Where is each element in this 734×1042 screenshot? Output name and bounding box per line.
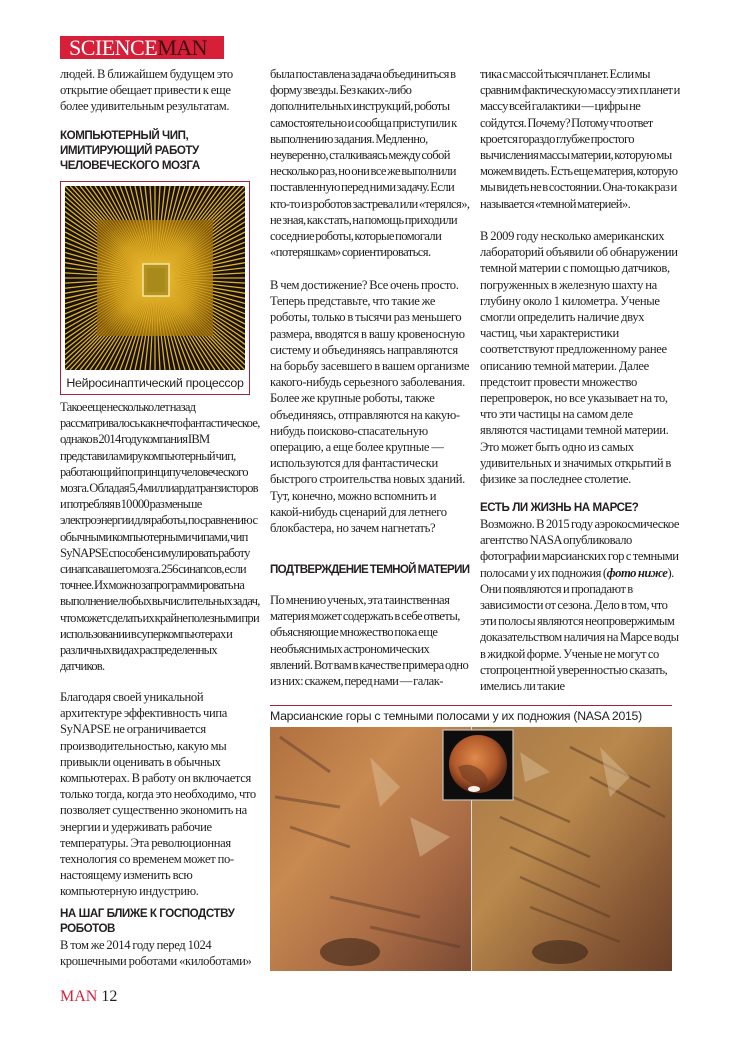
- figure-divider: [270, 705, 672, 706]
- page-footer: [60, 988, 117, 1006]
- heading-brain-chip: КОМПЬЮТЕРНЫЙ ЧИП, ИМИТИРУЮЩИЙ РАБОТУ ЧЕЛОВЕЧЕСКОГО МОЗГА: [60, 129, 200, 172]
- mars-mountains-image: [270, 727, 672, 971]
- detection-2009-paragraph: В 2009 году несколько американских лабораторий объявили об обнаружении темной материи с помощью датчиков, погруженных в железную шахту на глубину около 1 километра. Ученые смогли определить наличие двух частиц, чьи характеристики соответствуют предложенному ранее описанию темной материи. Далее предстоит провести множество перепроверок, но все указывает на то, что эти частицы на самом деле являются частицами темной материи. Это может быть одно из самых удивительных и значимых открытий в физике за последнее столетие.: [480, 229, 678, 487]
- footer-brand: MAN: [60, 988, 98, 1005]
- logo-man: MAN: [157, 35, 208, 60]
- galaxy-mass-paragraph: тика с массой тысяч планет. Если мы сравним фактическую массу этих планет и массу всей галактики — цифры не сойдутся. Почему? Потому что ответ кроется гораздо глубже простого вычисления массы материи, которую мы можем видеть. Есть еще материя, которую мы видеть не в состоянии. Она-то как раз и называется «темной материей».: [480, 67, 680, 211]
- mars-text-b: ). Они появляются и пропадают в зависимости от сезона. Дело в том, что эти полосы являются неопровержимым доказательством наличия на Марсе воды в жидкой форме. Ученые не могут со стопроцентной уверенностью сказать, имелись ли такие: [480, 565, 679, 694]
- dark-matter-paragraph: По мнению ученых, эта таинственная материя может содержать в себе ответы, объясняющие множество пока еще необъяснимых астрономических явлений. Вот вам в качестве примера одно из них: скажем, перед нами — галак-: [270, 593, 469, 689]
- chip-figure: [60, 181, 250, 395]
- heading-dark-matter: ПОДТВЕРЖДЕНИЕ ТЕМНОЙ МАТЕРИИ: [270, 563, 470, 576]
- chip-figure-caption: Нейросинаптический процессор: [66, 376, 244, 390]
- kilobots-paragraph: была поставлена задача объединиться в форму звезды. Без каких-либо дополнительных инструкций, роботы самостоятельно и сообща приступили к выполнению задания. Медленно, неуверенно, сталкиваясь между собой несколько раз, но они все же выполнили поставленную перед ними задачу. Если кто-то из роботов застревал или «терялся», не зная, как стать, на помощь приходили соседние роботы, которые помогали «потеряшкам» сориентироваться.: [270, 67, 470, 260]
- heading-robots: НА ШАГ БЛИЖЕ К ГОСПОДСТВУ РОБОТОВ: [60, 907, 235, 935]
- logo-science: SCIENCE: [69, 35, 158, 60]
- synapse-paragraph: Благодаря своей уникальной архитектуре эффективность чипа SyNAPSE не ограничивается производительностью, какую мы привыкли оценивать в обычных компьютерах. В работу он включается только тогда, когда это необходимо, что позволяет существенно экономить на энергии и удерживать рабочие температуры. Эта революционная технология со временем может по-настоящему изменить всю компьютерную индустрию.: [60, 690, 256, 899]
- robots-paragraph-start: В том же 2014 году перед 1024 крошечными роботами «килоботами»: [60, 938, 252, 969]
- magazine-logo: [60, 36, 224, 59]
- achievement-paragraph: В чем достижение? Все очень просто. Теперь представьте, что такие же роботы, только в тысячи раз меньшего размера, вводятся в вашу кровеносную систему и объединяясь направляются на борьбу засевшего в вашем организме какого-нибудь серьезного заболевания. Более же крупные роботы, также объединяясь, отправляются на какую-нибудь поисково-спасательную операцию, а еще более крупные — используются для фантастически быстрого строительства новых зданий. Тут, конечно, можно вспомнить и какой-нибудь сценарий для летнего блокбастера, но зачем нагнетать?: [270, 278, 470, 536]
- mars-paragraph: [480, 516, 680, 694]
- intro-paragraph: людей. В ближайшем будущем это открытие обещает привести к еще более удивительным результатам.: [60, 67, 233, 114]
- brain-chip-paragraph: Такое еще несколько лет назад рассматривалось как нечто фантастическое, однако в 2014 году компания IBM представила миру компьютерный чип, работающий по принципу человеческого мозга. Обладая 5,4 миллиарда транзисторов и потребляя в 10 000 раз меньше электроэнергии для работы, по сравнению с обычными компьютерными чипами, чип SyNAPSE способен симулировать работу синапса вашего мозга. 256 синапсов, если точнее. Их можно запрограммировать на выполнение любых вычислительных задач, что может сделать их крайне полезными при использовании в суперкомпьютерах и различных видах распределенных датчиков.: [60, 400, 260, 674]
- page-number: 12: [101, 988, 118, 1005]
- photo-below-reference: фото ниже: [606, 565, 668, 580]
- heading-mars-life: ЕСТЬ ЛИ ЖИЗНЬ НА МАРСЕ?: [480, 501, 639, 514]
- mars-text-a: Возможно. В 2015 году аэрокосмическое агентство NASA опубликовало фотографии марсианских гор с темными полосами у их подножия (: [480, 517, 680, 580]
- neurosynaptic-chip-image: [65, 186, 245, 370]
- mars-left-panel: [270, 727, 471, 971]
- mars-figure-caption: Марсианские горы с темными полосами у их подножия (NASA 2015): [270, 709, 642, 723]
